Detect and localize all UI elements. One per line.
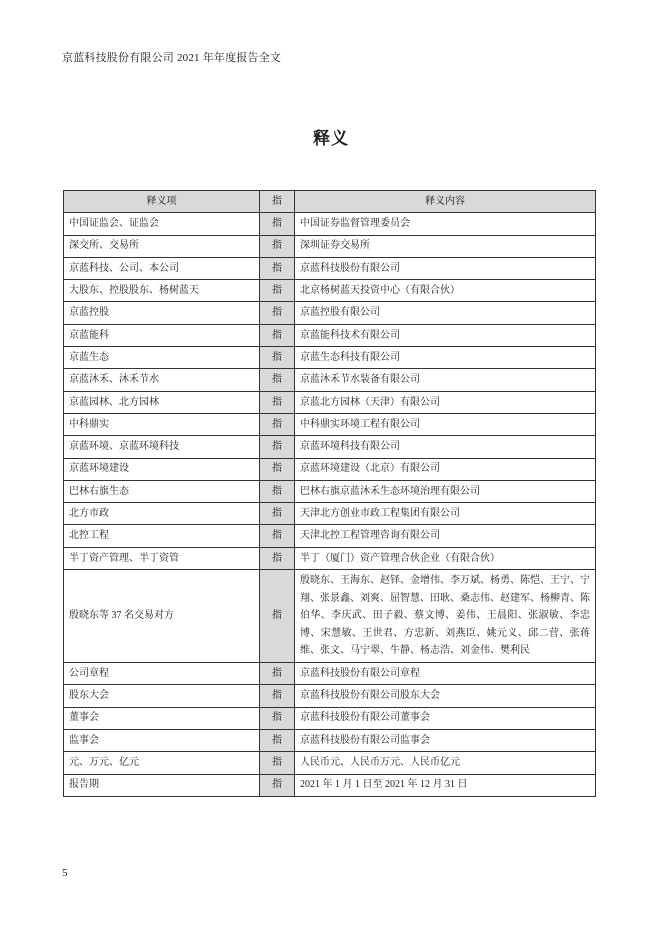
table-row — [64, 685, 596, 707]
term-cell: 京蓝环境、京蓝环境科技 — [64, 436, 260, 458]
term-cell: 殷晓东等 37 名交易对方 — [64, 570, 260, 663]
term-cell: 半丁资产管理、半丁资管 — [64, 547, 260, 569]
zhi-cell: 指 — [260, 729, 295, 751]
table-row — [64, 458, 596, 480]
term-cell: 元、万元、亿元 — [64, 752, 260, 774]
content-cell: 北京杨树蓝天投资中心（有限合伙） — [295, 280, 596, 302]
content-cell: 京蓝沐禾节水装备有限公司 — [295, 369, 596, 391]
running-header: 京蓝科技股份有限公司 2021 年年度报告全文 — [62, 52, 282, 64]
table-row — [64, 257, 596, 279]
table-row — [64, 413, 596, 435]
table-row — [64, 480, 596, 502]
table-row — [64, 235, 596, 257]
term-cell: 深交所、交易所 — [64, 235, 260, 257]
definitions-table — [63, 190, 596, 797]
table-row — [64, 774, 596, 796]
term-cell: 京蓝科技、公司、本公司 — [64, 257, 260, 279]
zhi-cell: 指 — [260, 413, 295, 435]
content-cell: 半丁（厦门）资产管理合伙企业（有限合伙） — [295, 547, 596, 569]
content-cell: 殷晓东、王海东、赵铎、金增伟、李万斌、杨勇、陈恺、王宁、宁翔、张景鑫、刘爽、屈智慧、田耿、桑志伟、赵建军、杨柳青、陈伯华、李庆武、田子毅、蔡文博、姜伟、王晨阳、张淑敏、李忠博、宋慧敏、王世君、方忠新、刘燕臣、姚元义、邱二营、张蒋维、张文、马宁翠、牛静、杨志浩、刘金伟、樊利民 — [295, 570, 596, 663]
header-zhi: 指 — [260, 191, 295, 213]
content-cell: 京蓝生态科技有限公司 — [295, 347, 596, 369]
table-row — [64, 324, 596, 346]
term-cell: 公司章程 — [64, 663, 260, 685]
page-number: 5 — [62, 867, 68, 879]
table-row — [64, 525, 596, 547]
table-row — [64, 436, 596, 458]
table-row — [64, 752, 596, 774]
table-row — [64, 503, 596, 525]
content-cell: 天津北控工程管理咨询有限公司 — [295, 525, 596, 547]
term-cell: 股东大会 — [64, 685, 260, 707]
zhi-cell: 指 — [260, 280, 295, 302]
zhi-cell: 指 — [260, 685, 295, 707]
table-row — [64, 707, 596, 729]
term-cell: 中科鼎实 — [64, 413, 260, 435]
table-row — [64, 280, 596, 302]
zhi-cell: 指 — [260, 347, 295, 369]
content-cell: 京蓝科技股份有限公司 — [295, 257, 596, 279]
zhi-cell: 指 — [260, 774, 295, 796]
term-cell: 京蓝能科 — [64, 324, 260, 346]
term-cell: 监事会 — [64, 729, 260, 751]
zhi-cell: 指 — [260, 257, 295, 279]
content-cell: 京蓝北方园林（天津）有限公司 — [295, 391, 596, 413]
table-row — [64, 729, 596, 751]
term-cell: 京蓝生态 — [64, 347, 260, 369]
table-row — [64, 347, 596, 369]
zhi-cell: 指 — [260, 324, 295, 346]
table-row — [64, 547, 596, 569]
content-cell: 京蓝科技股份有限公司监事会 — [295, 729, 596, 751]
zhi-cell: 指 — [260, 302, 295, 324]
zhi-cell: 指 — [260, 525, 295, 547]
zhi-cell: 指 — [260, 480, 295, 502]
content-cell: 京蓝科技股份有限公司董事会 — [295, 707, 596, 729]
zhi-cell: 指 — [260, 458, 295, 480]
zhi-cell: 指 — [260, 213, 295, 235]
table-row — [64, 213, 596, 235]
term-cell: 京蓝沐禾、沐禾节水 — [64, 369, 260, 391]
zhi-cell: 指 — [260, 369, 295, 391]
zhi-cell: 指 — [260, 570, 295, 663]
table-row — [64, 663, 596, 685]
zhi-cell: 指 — [260, 752, 295, 774]
header-term: 释义项 — [64, 191, 260, 213]
term-cell: 京蓝控股 — [64, 302, 260, 324]
zhi-cell: 指 — [260, 707, 295, 729]
content-cell: 京蓝环境科技有限公司 — [295, 436, 596, 458]
content-cell: 京蓝科技股份有限公司股东大会 — [295, 685, 596, 707]
zhi-cell: 指 — [260, 547, 295, 569]
table-row — [64, 570, 596, 663]
content-cell: 天津北方创业市政工程集团有限公司 — [295, 503, 596, 525]
term-cell: 北控工程 — [64, 525, 260, 547]
content-cell: 京蓝能科技术有限公司 — [295, 324, 596, 346]
term-cell: 大股东、控股股东、杨树蓝天 — [64, 280, 260, 302]
content-cell: 人民币元、人民币万元、人民币亿元 — [295, 752, 596, 774]
table-body — [64, 213, 596, 797]
content-cell: 中国证券监督管理委员会 — [295, 213, 596, 235]
term-cell: 巴林右旗生态 — [64, 480, 260, 502]
content-cell: 京蓝控股有限公司 — [295, 302, 596, 324]
content-cell: 深圳证券交易所 — [295, 235, 596, 257]
term-cell: 中国证监会、证监会 — [64, 213, 260, 235]
header-content: 释义内容 — [295, 191, 596, 213]
content-cell: 京蓝环境建设（北京）有限公司 — [295, 458, 596, 480]
content-cell: 京蓝科技股份有限公司章程 — [295, 663, 596, 685]
zhi-cell: 指 — [260, 663, 295, 685]
term-cell: 报告期 — [64, 774, 260, 796]
table-row — [64, 302, 596, 324]
zhi-cell: 指 — [260, 391, 295, 413]
term-cell: 董事会 — [64, 707, 260, 729]
zhi-cell: 指 — [260, 503, 295, 525]
table-row — [64, 391, 596, 413]
zhi-cell: 指 — [260, 436, 295, 458]
table-header-row — [64, 191, 596, 213]
page-title: 释义 — [313, 129, 349, 148]
term-cell: 京蓝环境建设 — [64, 458, 260, 480]
zhi-cell: 指 — [260, 235, 295, 257]
content-cell: 巴林右旗京蓝沐禾生态环境治理有限公司 — [295, 480, 596, 502]
term-cell: 京蓝园林、北方园林 — [64, 391, 260, 413]
content-cell: 中科鼎实环境工程有限公司 — [295, 413, 596, 435]
content-cell: 2021 年 1 月 1 日至 2021 年 12 月 31 日 — [295, 774, 596, 796]
term-cell: 北方市政 — [64, 503, 260, 525]
table-row — [64, 369, 596, 391]
